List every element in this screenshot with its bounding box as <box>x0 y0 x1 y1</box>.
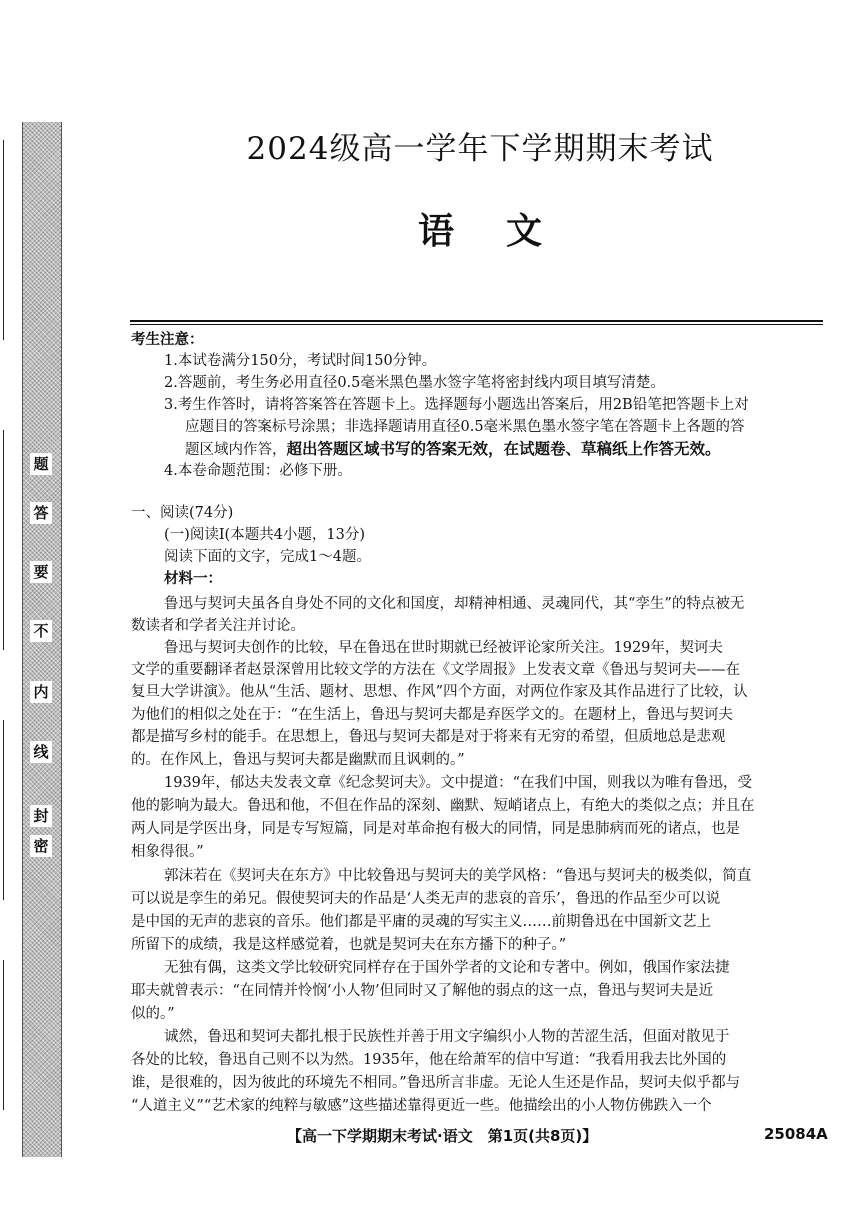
notice-item-line <box>185 438 721 462</box>
seal-char: 内 <box>30 681 52 703</box>
passage-line: 文学的重要翻译者赵景深曾用比较文学的方法在《文学周报》上发表文章《鲁迅与契诃夫——在 <box>131 662 740 678</box>
footer-page-info: 【高一下学期期末考试·语文 第1页(共8页)】 <box>287 1127 598 1145</box>
passage-line: 是中国的无声的悲哀的音乐。他们都是平庸的灵魂的写实主义……前期鲁迅在中国新文艺上 <box>131 914 711 930</box>
material-label: 材料一： <box>164 570 222 587</box>
passage-line: 两人同是学医出身，同是专写短篇，同是对革命抱有极大的同情，同是患肺病而死的诸点，也是 <box>131 821 740 837</box>
passage-line: 谁，是很难的，因为彼此的环境先不相同。”鲁迅所言非虚。无论人生还是作品，契诃夫似乎都与 <box>131 1075 741 1091</box>
notice-emphasis: 超出答题区域书写的答案无效，在试题卷、草稿纸上作答无效。 <box>286 440 721 458</box>
exam-title: 2024级高一学年下学期期末考试 <box>246 131 714 167</box>
passage-line: “人道主义”“艺术家的纯粹与敏感”这些描述靠得更近一些。他描绘出的小人物仿佛跌入一个 <box>131 1098 712 1114</box>
seal-char: 答 <box>30 502 52 524</box>
passage-line: 各处的比较，鲁迅自己则不以为然。1935年，他在给萧军的信中写道：“我看用我去比外国的 <box>131 1052 727 1068</box>
passage-line: 无独有偶，这类文学比较研究同样存在于国外学者的文论和专著中。例如，俄国作家法捷 <box>164 960 730 976</box>
seal-char: 密 <box>30 835 52 857</box>
footer-exam-code: 25084A <box>764 1125 828 1143</box>
passage-line: 复旦大学讲演》。他从“生活、题材、思想、作风”四个方面，对两位作家及其作品进行了比较，认 <box>131 684 748 700</box>
passage-line: 的。在作风上，鲁迅与契诃夫都是幽默而且讽刺的。” <box>131 752 465 768</box>
header-divider-thin <box>130 324 823 325</box>
passage-line: 鲁迅与契诃夫虽各自身处不同的文化和国度，却精神相通、灵魂同代，其“孪生”的特点被无 <box>164 596 745 612</box>
notice-item: 应题目的答案标号涂黑；非选择题请用直径0.5毫米黑色墨水签字笔在答题卡上各题的答 <box>185 419 745 435</box>
passage-line: 为他们的相似之处在于：“在生活上，鲁迅与契诃夫都是弃医学文的。在题材上，鲁迅与契诃夫 <box>131 707 733 723</box>
binding-line-mid <box>3 430 4 650</box>
passage-line: 1939年，郁达夫发表文章《纪念契诃夫》。文中提道：“在我们中国，则我以为唯有鲁迅，受 <box>164 775 753 791</box>
seal-char: 不 <box>30 620 52 642</box>
notice-item: 1.本试卷满分150分，考试时间150分钟。 <box>164 353 437 369</box>
binding-line-mid2 <box>3 720 4 900</box>
notice-item: 4.本卷命题范围：必修下册。 <box>164 463 352 479</box>
passage-line: 似的。” <box>131 1006 175 1022</box>
section-heading: 一、阅读(74分) <box>131 505 234 521</box>
subject-title: 语文 <box>417 210 594 252</box>
passage-line: 耶夫就曾表示：“在同情并怜悯‘小人物’但同时又了解他的弱点的这一点，鲁迅与契诃夫是近 <box>131 983 714 999</box>
seal-char: 封 <box>30 805 52 827</box>
passage-line: 所留下的成绩，我是这样感觉着，也就是契诃夫在东方播下的种子。” <box>131 937 567 953</box>
passage-line: 郭沫若在《契诃夫在东方》中比较鲁迅与契诃夫的美学风格：“鲁迅与契诃夫的极类似，简直 <box>164 868 752 884</box>
passage-line: 可以说是孪生的弟兄。假使契诃夫的作品是‘人类无声的悲哀的音乐’，鲁迅的作品至少可以说 <box>131 891 721 907</box>
notice-item-text: 题区域内作答， <box>185 442 287 458</box>
passage-line: 他的影响为最大。鲁迅和他，不但在作品的深刻、幽默、短峭诸点上，有绝大的类似之点；并且在 <box>131 798 755 814</box>
passage-line: 鲁迅与契诃夫创作的比较，早在鲁迅在世时期就已经被评论家所关注。1929年，契诃夫 <box>164 640 723 656</box>
notice-heading: 考生注意： <box>131 331 204 348</box>
seal-char: 要 <box>30 561 52 583</box>
passage-line: 都是描写乡村的能手。在思想上，鲁迅与契诃夫都是对于将来有无穷的希望，但质地总是悲观 <box>131 729 726 745</box>
seal-char: 线 <box>30 741 52 763</box>
notice-item: 3.考生作答时，请将答案答在答题卡上。选择题每小题选出答案后，用2B铅笔把答题卡上对 <box>164 397 749 413</box>
seal-char: 题 <box>30 453 52 475</box>
binding-line-bottom <box>3 960 4 1110</box>
notice-item: 2.答题前，考生务必用直径0.5毫米黑色墨水签字笔将密封线内项目填写清楚。 <box>164 375 665 391</box>
header-divider <box>130 320 823 322</box>
passage-line: 相象得很。” <box>131 844 204 860</box>
binding-line-top <box>3 140 4 340</box>
passage-line: 数读者和学者关注并讨论。 <box>131 618 305 634</box>
sub-section-heading: (一)阅读Ⅰ(本题共4小题，13分) <box>164 527 366 543</box>
passage-line: 诚然，鲁迅和契诃夫都扎根于民族性并善于用文字编织小人物的苦涩生活，但面对散见于 <box>164 1029 730 1045</box>
reading-instruction: 阅读下面的文字，完成1～4题。 <box>164 549 371 565</box>
